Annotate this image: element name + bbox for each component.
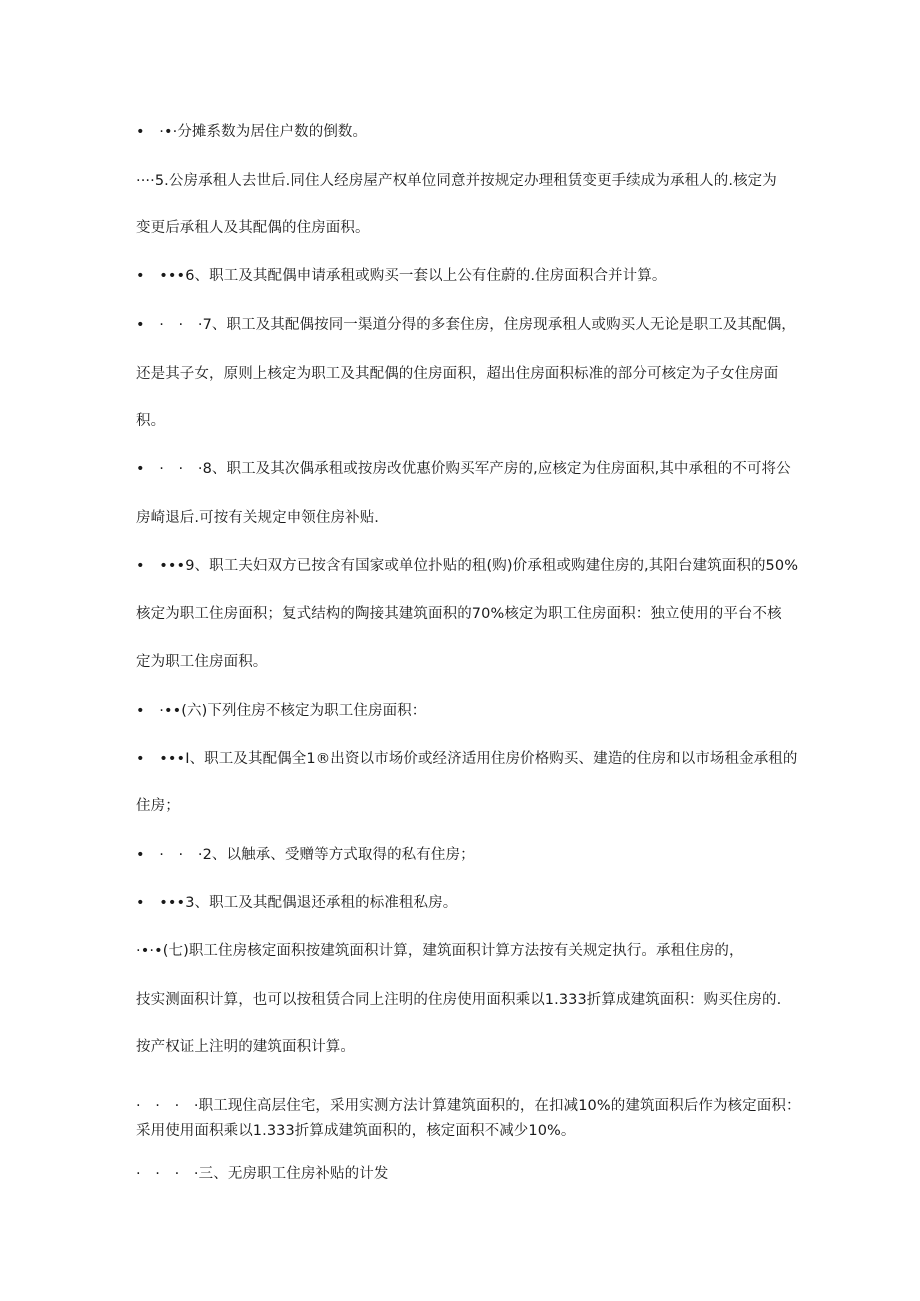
text-line: • · · ·8、职工及其次偶承租或按房改优惠价购买军产房的,应核定为住房面积,其中承租的不可将公 — [136, 461, 791, 477]
text-line: • ·••(六)下列住房不核定为职工住房面积： — [136, 703, 427, 719]
text-line: · · · ·三、无房职工住房补贴的计发 — [136, 1166, 389, 1182]
text-line: • · · ·7、职工及其配偶按同一渠道分得的多套住房，住房现承租人或购买人无论是职工及其配偶， — [136, 317, 796, 333]
text-line: 技实测面积计算，也可以按租赁合同上注明的住房使用面积乘以1.333折算成建筑面积：购买住房的. — [136, 992, 782, 1008]
text-line: 按产权证上注明的建筑面积计算。 — [136, 1039, 355, 1055]
text-line: 变更后承租人及其配偶的住房面积。 — [136, 220, 370, 236]
text-line: • •••6、职工及其配偶申请承租或购买一套以上公有住蔚的.住房面积合并计算。 — [136, 268, 667, 284]
text-line: • ·•·分摊系数为居住户数的倒数。 — [136, 124, 368, 140]
text-line: 住房； — [136, 798, 180, 814]
text-line: · · · ·职工现住高层住宅，采用实测方法计算建筑面积的，在扣减10%的建筑面积后作为核定面积： — [136, 1098, 801, 1114]
text-line: ····5.公房承租人去世后.同住人经房屋产权单位同意并按规定办理租赁变更手续成为承租人的.核定为 — [136, 173, 777, 189]
text-line: • •••I、职工及其配偶全1®出资以市场价或经济适用住房价格购买、建造的住房和以市场租金承租的 — [136, 751, 798, 767]
text-line: 积。 — [136, 413, 166, 429]
text-line: • •••9、职工夫妇双方已按含有国家或单位扑贴的租(购)价承租或购建住房的,其阳台建筑面积的50% — [136, 558, 799, 574]
text-line: 定为职工住房面积。 — [136, 654, 268, 670]
text-line: 房崎退后.可按有关规定申领住房补贴. — [136, 510, 380, 526]
text-line: 还是其子女，原则上核定为职工及其配偶的住房面积，超出住房面积标准的部分可核定为子女住房面 — [136, 366, 779, 382]
text-line: 核定为职工住房面积；复式结构的陶接其建筑面积的70%核定为职工住房面积：独立使用的平台不核 — [136, 606, 782, 622]
text-line: ·•·•(七)职工住房核定面积按建筑面积计算，建筑面积计算方法按有关规定执行。承租住房的， — [136, 943, 744, 959]
text-line: • •••3、职工及其配偶退还承租的标准租私房。 — [136, 895, 458, 911]
text-line: 采用使用面积乘以1.333折算成建筑面积的，核定面积不减少10%。 — [136, 1123, 576, 1139]
text-line: • · · ·2、以触承、受赠等方式取得的私有住房； — [136, 847, 475, 863]
